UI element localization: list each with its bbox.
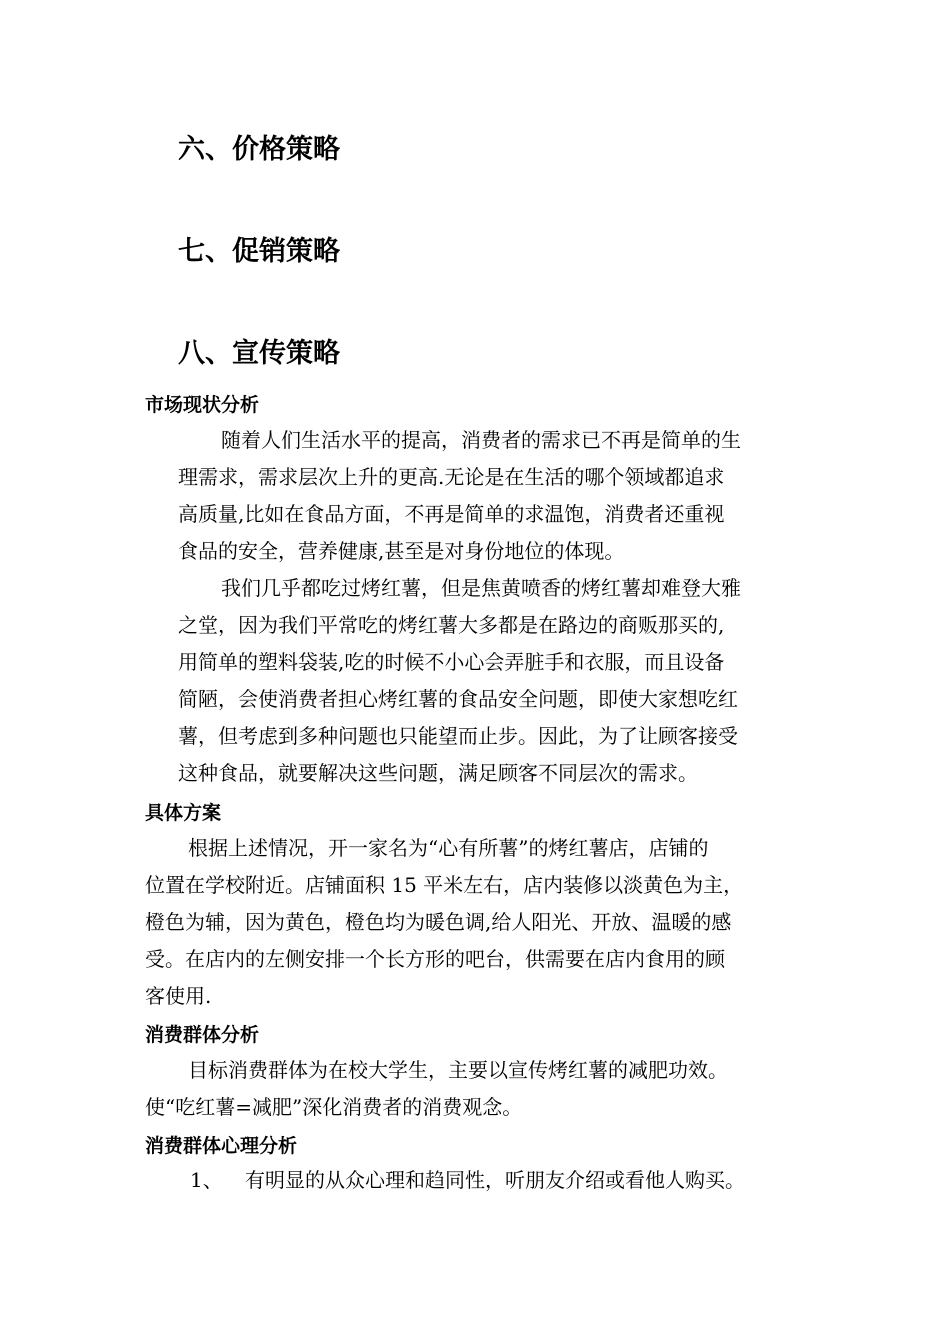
paragraph-line: 之堂，因为我们平常吃的烤红薯大多都是在路边的商贩那买的,	[178, 613, 725, 637]
paragraph-line: 受。在店内的左侧安排一个长方形的吧台，供需要在店内食用的顾	[145, 947, 725, 971]
consumer-group-paragraph	[145, 1052, 728, 1126]
paragraph-line: 简陋，会使消费者担心烤红薯的食品安全问题，即使大家想吃红	[178, 687, 738, 711]
paragraph-line: 食品的安全，营养健康,甚至是对身份地位的体现。	[178, 539, 625, 563]
paragraph-line: 目标消费群体为在校大学生，主要以宣传烤红薯的减肥功效。	[188, 1058, 728, 1082]
paragraph-line: 位置在学校附近。店铺面积 15 平米左右，店内装修以淡黄色为主，	[145, 873, 744, 897]
list-item-text: 有明显的从众心理和趋同性，听朋友介绍或看他人购买。	[245, 1168, 745, 1192]
paragraph-line: 我们几乎都吃过烤红薯，但是焦黄喷香的烤红薯却难登大雅	[221, 576, 741, 600]
paragraph-line: 这种食品，就要解决这些问题，满足顾客不同层次的需求。	[178, 761, 698, 785]
plan-paragraph	[145, 830, 743, 1015]
list-item-number: 1、	[190, 1168, 223, 1192]
heading-promotion-strategy: 七、促销策略	[178, 236, 340, 267]
paragraph-line: 薯，但考虑到多种问题也只能望而止步。因此，为了让顾客接受	[178, 724, 738, 748]
heading-publicity-strategy: 八、宣传策略	[178, 338, 340, 369]
paragraph-line: 理需求，需求层次上升的更高.无论是在生活的哪个领域都追求	[178, 465, 725, 489]
paragraph-line: 随着人们生活水平的提高，消费者的需求已不再是简单的生	[221, 428, 741, 452]
section-title-plan: 具体方案	[145, 802, 222, 824]
section-title-consumer-psychology: 消费群体心理分析	[145, 1135, 298, 1157]
paragraph-line: 用简单的塑料袋装,吃的时候不小心会弄脏手和衣服，而且设备	[178, 650, 725, 674]
section-title-consumer-group: 消费群体分析	[145, 1024, 260, 1046]
paragraph-line: 橙色为辅，因为黄色，橙色均为暖色调,给人阳光、开放、温暖的感	[145, 910, 732, 934]
paragraph-line: 使“吃红薯=减肥”深化消费者的消费观念。	[145, 1095, 523, 1119]
paragraph-line: 高质量,比如在食品方面，不再是简单的求温饱，消费者还重视	[178, 502, 725, 526]
list-item	[190, 1165, 745, 1195]
heading-price-strategy: 六、价格策略	[178, 134, 340, 165]
section-title-market-analysis: 市场现状分析	[145, 394, 260, 416]
market-paragraph-1	[178, 422, 741, 570]
paragraph-line: 根据上述情况，开一家名为“心有所薯”的烤红薯店，店铺的	[188, 836, 709, 860]
paragraph-line: 客使用.	[145, 984, 212, 1008]
market-paragraph-2	[178, 570, 741, 792]
